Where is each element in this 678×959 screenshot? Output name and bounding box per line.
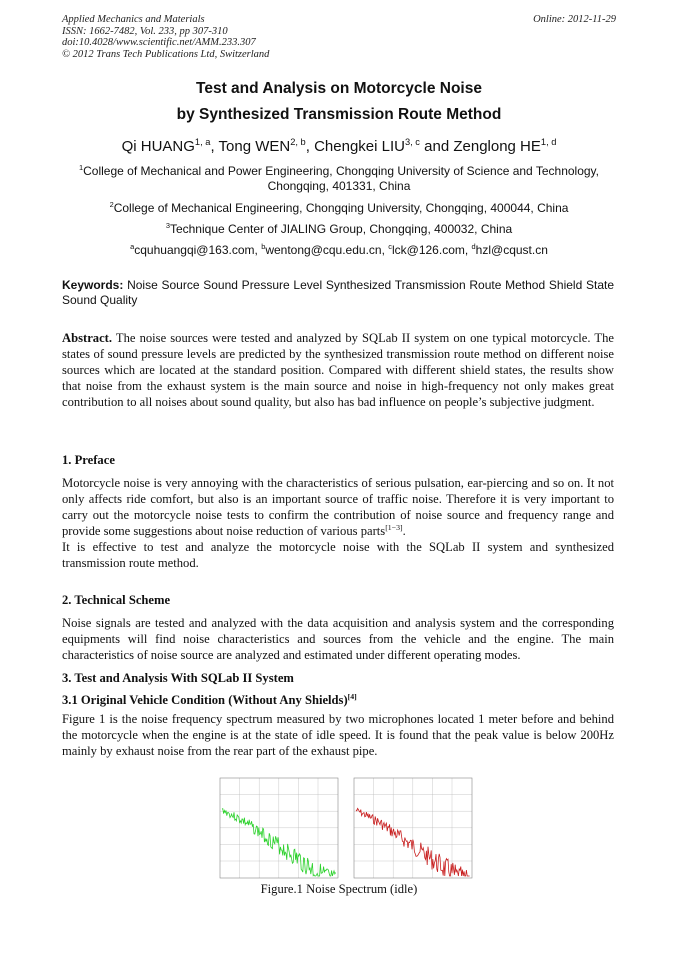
author-affiliation-mark: 1, d — [540, 137, 557, 147]
spectrum-panel-front — [214, 772, 344, 884]
paper-title-line-1: Test and Analysis on Motorcycle Noise — [196, 80, 482, 97]
figure-1 — [214, 772, 480, 884]
affiliation-mark: 1 — [78, 163, 84, 172]
keywords-text: Noise Source Sound Pressure Level Synthesized Transmission Route Method Shield State Sound Quality — [62, 278, 614, 307]
affiliation-text: College of Mechanical and Power Engineering, Chongqing University of Science and Technology, — [83, 164, 599, 178]
author-separator: , — [210, 138, 219, 155]
affiliation-mark: 3 — [165, 221, 170, 230]
citation[interactable]: [4] — [347, 691, 357, 701]
figure-caption: Figure.1 Noise Spectrum (idle) — [260, 882, 418, 896]
affiliation-text: Technique Center of JIALING Group, Chongqing, 400032, China — [169, 222, 513, 236]
paragraph: Motorcycle noise is very annoying with the characteristics of serious pulsation, ear-piercing and so on. It not only affects ride comfort, but also is an important source of traffic noise. Therefore it is very important to carry out the motorcycle noise tests to confirm the contribution of noise source and frequency range and provide some suggestions about noise reduction of various parts — [62, 476, 614, 538]
affiliation-mark: 2 — [109, 200, 114, 209]
section-2-body — [62, 615, 614, 663]
journal-name: Applied Mechanics and Materials — [62, 14, 205, 25]
paragraph: Noise signals are tested and analyzed with the data acquisition and analysis system and the corresponding equipments will find noise characteristics and sources from the vehicle and the engine. The main characteristics of noise source are analyzed and estimated under different operating modes. — [62, 616, 614, 662]
paragraph: It is effective to test and analyze the motorcycle noise with the SQLab II system and synthesized transmission route method. — [62, 540, 614, 570]
section-3-body — [62, 711, 614, 759]
author-affiliation-mark: 1, a — [194, 137, 211, 147]
affiliation-3 — [62, 222, 616, 237]
abstract-text: The noise sources were tested and analyzed by SQLab II system on one typical motorcycle. The states of sound pressure levels are predicted by the synthesized transmission route method on different noise sources which are located at the standard position. Compared with different shield states, the results show that noise from the exhaust system is the main source and noise in high-frequency not only makes great contribution to all noises about sound quality, but also has bad influence on people’s subjective judgment. — [62, 331, 614, 409]
affiliation-text: College of Mechanical Engineering, Chongqing University, Chongqing, 400044, China — [113, 201, 569, 215]
subsection-heading-3-1 — [62, 693, 357, 708]
spectrum-plot-rear — [348, 772, 478, 884]
paper-title-line-2: by Synthesized Transmission Route Method — [176, 106, 502, 123]
email-mark: a — [130, 242, 135, 251]
author-name: Chengkei LIU — [314, 138, 405, 155]
email-mark: b — [261, 242, 266, 251]
citation[interactable]: [1−3] — [385, 522, 403, 532]
journal-issn: ISSN: 1662-7482, Vol. 233, pp 307-310 — [62, 25, 228, 37]
author-list — [0, 138, 678, 155]
plot-grid — [220, 778, 338, 878]
email-mark: c — [388, 242, 392, 251]
online-date: Online: 2012-11-29 — [533, 14, 616, 25]
author-separator: , — [305, 138, 315, 155]
email-address[interactable]: cquhuangqi@163.com, — [134, 243, 262, 257]
author-name: Tong WEN — [218, 138, 291, 155]
author-separator: and — [419, 138, 454, 155]
author-affiliation-mark: 3, c — [404, 137, 420, 147]
journal-copyright: © 2012 Trans Tech Publications Ltd, Switzerland — [62, 48, 270, 60]
subsection-title: 3.1 Original Vehicle Condition (Without Any Shields) — [62, 693, 348, 707]
author-affiliation-mark: 2, b — [290, 137, 306, 147]
plot-grid — [354, 778, 472, 878]
section-1-body — [62, 475, 614, 571]
journal-doi: doi:10.4028/www.scientific.net/AMM.233.307 — [62, 37, 256, 48]
email-address[interactable]: wentong@cqu.edu.cn, — [265, 243, 389, 257]
email-address[interactable]: lck@126.com, — [391, 243, 472, 257]
author-name: Zenglong HE — [453, 138, 541, 155]
email-mark: d — [471, 242, 476, 251]
section-heading-1: 1. Preface — [62, 453, 115, 467]
section-heading-2: 2. Technical Scheme — [62, 593, 171, 607]
paragraph: Figure 1 is the noise frequency spectrum measured by two microphones located 1 meter before and behind the motorcycle when the engine is at the state of idle speed. It is found that the peak value is below 200Hz mainly by exhaust noise from the rear part of the exhaust pipe. — [62, 712, 614, 758]
spectrum-plot-front — [214, 772, 344, 884]
punctuation: . — [402, 524, 406, 538]
email-address[interactable]: hzl@cqust.cn — [475, 243, 548, 257]
affiliation-text: Chongqing, 401331, China — [267, 179, 411, 193]
author-name: Qi HUANG — [121, 138, 195, 155]
keywords-label: Keywords: — [62, 278, 124, 292]
abstract-label: Abstract. — [62, 331, 113, 345]
keywords — [62, 278, 614, 308]
abstract — [62, 330, 614, 410]
affiliation-2 — [62, 201, 616, 216]
journal-header — [62, 14, 616, 60]
section-heading-3: 3. Test and Analysis With SQLab II System — [62, 671, 294, 685]
spectrum-panel-rear — [348, 772, 478, 884]
affiliation-1 — [62, 164, 616, 194]
email-list — [62, 243, 616, 258]
